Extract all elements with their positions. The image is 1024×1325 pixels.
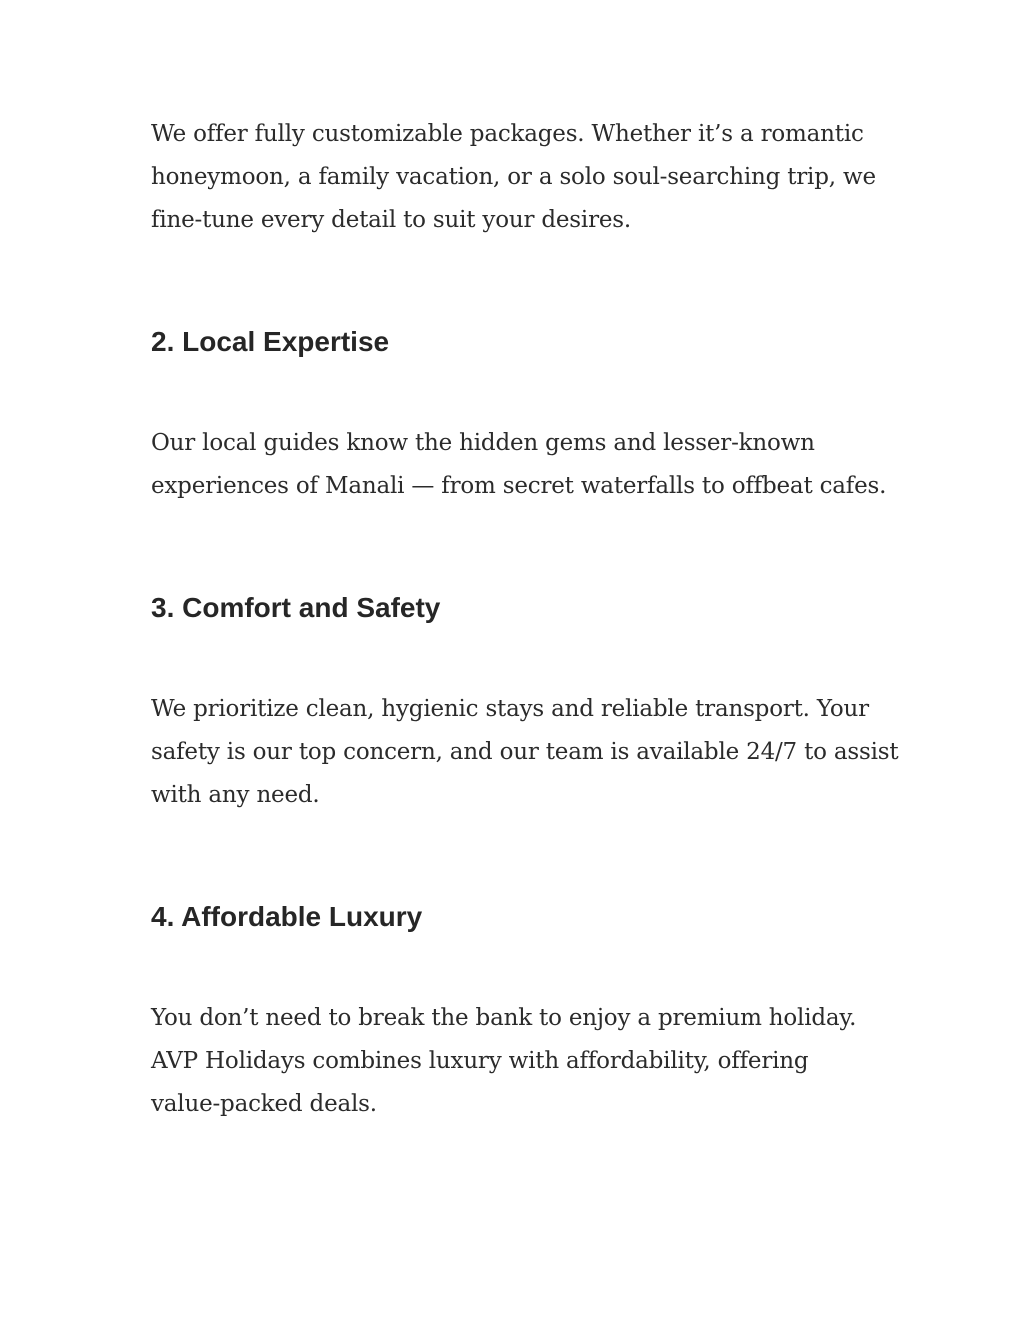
paragraph-line: AVP Holidays combines luxury with affordability, offering	[151, 1048, 809, 1074]
customization-paragraph	[151, 113, 881, 242]
paragraph-line: with any need.	[151, 782, 320, 808]
section-heading-comfort-safety: 3. Comfort and Safety	[151, 592, 441, 623]
paragraph-line: honeymoon, a family vacation, or a solo soul-searching trip, we	[151, 164, 876, 190]
paragraph-line: safety is our top concern, and our team is available 24/7 to assist	[151, 739, 899, 765]
local-expertise-paragraph	[151, 422, 887, 508]
affordable-luxury-paragraph	[151, 997, 881, 1126]
paragraph-line: Our local guides know the hidden gems and lesser-known	[151, 430, 815, 456]
paragraph-line: fine-tune every detail to suit your desires.	[151, 207, 631, 233]
paragraph-line: We offer fully customizable packages. Whether it’s a romantic	[151, 121, 864, 147]
paragraph-line: value-packed deals.	[151, 1091, 377, 1117]
paragraph-line: We prioritize clean, hygienic stays and reliable transport. Your	[151, 696, 869, 722]
paragraph-line: experiences of Manali — from secret waterfalls to offbeat cafes.	[151, 473, 887, 499]
section-heading-local-expertise: 2. Local Expertise	[151, 326, 390, 357]
section-heading-affordable-luxury: 4. Affordable Luxury	[151, 901, 423, 932]
comfort-safety-paragraph	[151, 688, 899, 817]
paragraph-line: You don’t need to break the bank to enjoy a premium holiday.	[151, 1005, 857, 1031]
